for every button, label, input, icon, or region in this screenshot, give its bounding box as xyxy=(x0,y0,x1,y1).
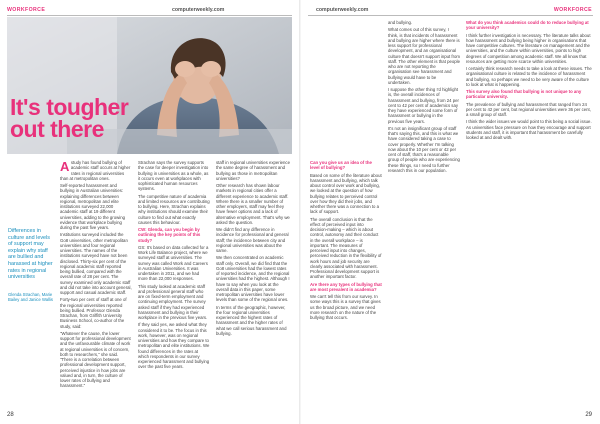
body-paragraph: What comes out of this survey, I think, is that incidents of harassment and bullying are higher where there is less support for professional development, and an organisational culture that doesn't support input from staff. The other element is that people who are not reporting the organisation see harassment and bullying would have to be undertaken. xyxy=(388,27,460,85)
body-paragraph: Self-reported harassment and bullying in Australian universities: explaining differences between regional, metropolitan and elite institutions surveyed 22,000 academic staff at 19 different universities, adding to the growing evidence that workplace bullying during the past five years. xyxy=(60,183,125,230)
body-paragraph: It's not an insignificant group of staff that's saying this, and this is what we have considered taking a case to cover properly. Whether I'm talking now about the 10 per cent or 42 per cent of staff, that's a reasonable group of people who are experiencing these things, so I need to further research this in our population. xyxy=(388,125,460,173)
body-column-6 xyxy=(466,20,592,142)
interview-question: Can you give us an idea of the level of bullying? xyxy=(310,160,372,171)
body-paragraph: In terms of the geographic, however, the four regional universities experienced the highest rates of harassment and the higher rates of what we call serious harassment and bullying. xyxy=(216,304,287,336)
header-rule-left xyxy=(7,15,292,16)
site-url-left: computerweekly.com xyxy=(172,7,225,13)
byline: Glenda Strachan, Marie Bailey and Janice Wallis xyxy=(8,292,53,303)
body-paragraph: I suppose the other thing I'd highlight is, the overall incidences of harassment and bullying, from 24 per cent to 42 per cent of academics say they have experienced some form of harassment or bullying in the previous five years. xyxy=(388,87,459,124)
body-paragraph: Strachan says the survey supports the case for deeper investigation into bullying in universities as a whole, as it occurs even at workplaces with sophisticated human resources systems. xyxy=(138,160,209,192)
body-column-3 xyxy=(216,160,290,338)
body-column-2 xyxy=(138,160,210,372)
interview-question: Are there any types of bullying that are most prevalent in academia? xyxy=(310,281,382,292)
body-paragraph: I certainly think research needs to take a look at these issues. The organisational culture is related to the incidence of harassment and bullying, so perhaps we need to be very aware of the culture to look at what is happening. xyxy=(466,66,592,87)
interview-question: What do you think academics could do to reduce bullying at your university? xyxy=(466,20,589,31)
body-paragraph: Institutions surveyed included the Go8 universities, other metropolitan universities and four regional universities. The names of the institutions surveyed have not been disclosed. Thirty-six per cent of the regional academic staff reported being bullied, compared with the overall rate of 28 per cent. The survey examined only academic staff and did not take into account general, support and casual academic staff. xyxy=(60,232,132,295)
body-column-4 xyxy=(310,160,382,322)
header-rule-right xyxy=(308,15,593,16)
section-label-left: WORKFORCE xyxy=(7,7,46,13)
body-paragraph: We didn't find any difference in incidence for professional and general staff; the incidence between city and regional universities was about the same. xyxy=(216,227,289,253)
body-paragraph: I think the wider issues we would point to this being a social issue. As universities face pressure on how they encourage and support students and staff, it is important that harassment be carefully looked at and dealt with. xyxy=(466,119,592,140)
drop-cap: A xyxy=(60,158,70,174)
body-column-5 xyxy=(388,20,460,175)
body-paragraph: I think further investigation is necessary. The literature talks about how harassment and bullying being higher in organisations that have competitive cultures. The literature on management and the universities, and the culture within universities, points to high degrees of competition among academic staff. We all know that resources are getting more scarce within universities. xyxy=(466,32,591,64)
body-paragraph: This study looked at academic staff and professional general staff who are on fixed-term employment and continuing employment. The survey asked staff if they had experienced harassment and bullying in their workplace in the previous five years. xyxy=(138,283,208,320)
body-paragraph: and bullying. xyxy=(388,20,413,25)
body-column-1 xyxy=(60,160,132,391)
article-headline: It's tougher out there xyxy=(10,94,129,142)
body-paragraph: Other research has shown labour markets in regional cities offer a different experience to academic staff. Where there is a smaller number of other employers, staff may feel they have fewer options and a lack of alternative employment. That's why we asked the question. xyxy=(216,183,290,225)
body-paragraph: If they said yes, we asked what they considered it to be. The focus in this work, however, was on regional universities and how they compare to metropolitan and elite institutions. We found differences in the rates at which respondents in our survey experienced harassment and bullying over the past five years. xyxy=(138,322,210,370)
body-paragraph: Forty-two per cent of staff at one of the regional universities reported being bullied. Professor Glenda Strachan, from Griffith University Business School, co-author of the study, said: xyxy=(60,297,127,329)
body-paragraph: GS: It's based on data collected for a Work Life Balance project, where we surveyed staff at universities. The survey was called Work and Careers in Australian Universities. It was undertaken in 2011, and we had more than 22,000 responses. xyxy=(138,244,209,282)
page-number-right: 29 xyxy=(585,412,592,418)
interview-question: This survey also found that bullying is not unique to any particular university. xyxy=(466,89,582,100)
body-text: study has found bullying of academic staff occurs at higher rates in regional universities than at metropolitan ones. xyxy=(60,160,131,181)
pull-quote: Differences in culture and levels of support may explain why staff are bullied and harassed at higher rates in regional universities xyxy=(8,228,53,281)
body-paragraph xyxy=(60,160,132,181)
body-paragraph: We then concentrated on academic staff only. Overall, we did find that the Go8 universities had the lowest rates of reported incidence, and the regional universities had the highest. Although I have to say when you look at the overall data in this paper, some metropolitan universities have lower levels than some of the regional ones. xyxy=(216,255,290,303)
section-label-right: WORKFORCE xyxy=(553,7,592,13)
body-paragraph: We can't tell this from our survey. In some ways this is a survey that gives us the broad picture, and we need more research on the nature of the bullying that occurs. xyxy=(310,294,381,320)
body-paragraph: staff in regional universities experience the same degree of harassment and bullying as those in metropolitan universities? xyxy=(216,160,290,181)
page-spine xyxy=(299,0,301,424)
body-paragraph: The prevalence of bullying and harassment that ranged from 24 per cent to 42 per cent, but regional universities were 36 per cent, a small group of staff. xyxy=(466,101,591,117)
page-number-left: 28 xyxy=(7,412,14,418)
body-paragraph: "Whatever the cause, the lower support for professional development and the unfavourable climate of work at regional universities is of concern, both to researchers," she said. "There is a correlation between professional development support, perceived injustice in how jobs are valued and, in turn, the culture of lower rates of bullying and harassment." xyxy=(60,330,131,389)
body-paragraph: The overall conclusion is that the effect of perceived input into decision-making – which is about control, autonomy and their conduct in the overall workplace – is important. The measures of perceived input into changes, perceived reduction in the flexibility of work hours and job security are clearly associated with harassment. Professional development support is another important factor. xyxy=(310,216,382,280)
body-paragraph: Based on some of the literature about harassment and bullying, which talk about control over work and bullying, we looked at the question of how bullying relates to perceived control over how they did their jobs, and whether there was a connection to a lack of support. xyxy=(310,172,382,215)
body-paragraph: The competitive nature of academia and limited resources are contributing to bullying. Here, Strachan explains why institutions should examine their culture to find out what exactly causes this behaviour. xyxy=(138,193,210,225)
interview-question: CW: Glenda, can you begin by outlining the key points of this study? xyxy=(138,227,201,243)
site-url-right: computerweekly.com xyxy=(316,7,369,13)
